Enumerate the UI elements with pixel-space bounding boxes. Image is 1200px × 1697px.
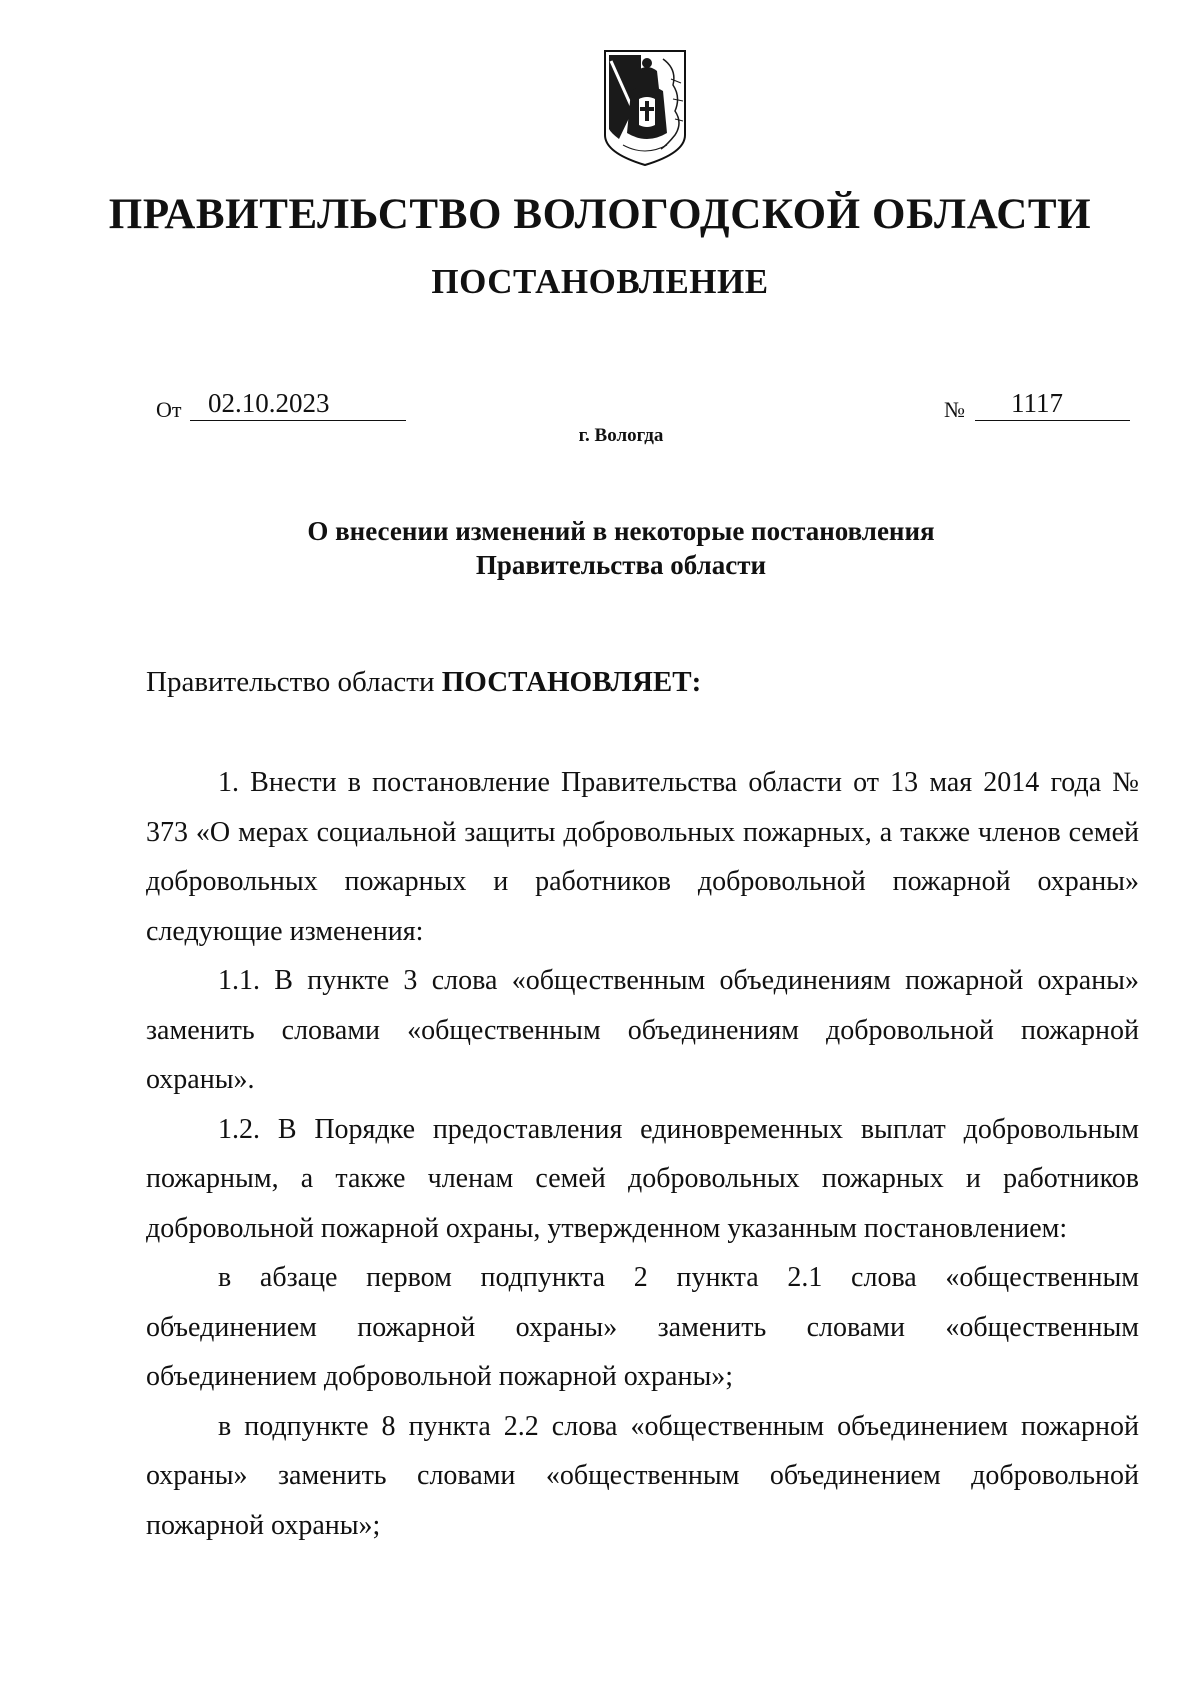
document-body bbox=[146, 758, 1139, 1550]
document-subject bbox=[0, 514, 1200, 582]
subject-line-1: О внесении изменений в некоторые постановления bbox=[307, 516, 935, 546]
number-prefix: № bbox=[944, 397, 965, 422]
date-underline bbox=[190, 420, 406, 421]
decree-verb: ПОСТАНОВЛЯЕТ: bbox=[441, 666, 702, 698]
subject-line-2: Правительства области bbox=[475, 550, 767, 580]
paragraph-amendment-2: в подпункте 8 пункта 2.2 слова «общественным объединением пожарной охраны» заменить словами «общественным объединением добровольной пожарной охраны»; bbox=[146, 1410, 1139, 1541]
vologda-coat-of-arms-icon bbox=[601, 49, 689, 167]
paragraph-1-2: 1.2. В Порядке предоставления единовременных выплат добровольным пожарным, а также членам семей добровольных пожарных и работников добровольной пожарной охраны, утвержденном указанным постановлением: bbox=[146, 1113, 1139, 1244]
organization-title: ПРАВИТЕЛЬСТВО ВОЛОГОДСКОЙ ОБЛАСТИ bbox=[108, 191, 1092, 238]
paragraph-amendment-1: в абзаце первом подпункта 2 пункта 2.1 слова «общественным объединением пожарной охраны» заменить словами «общественным объединением добровольной пожарной охраны»; bbox=[146, 1262, 1139, 1392]
date-prefix: От bbox=[156, 397, 182, 422]
number-underline bbox=[975, 420, 1130, 421]
document-city: г. Вологда bbox=[578, 425, 664, 446]
document-date: 02.10.2023 bbox=[208, 388, 330, 418]
paragraph-1-1: 1.1. В пункте 3 слова «общественным объединениям пожарной охраны» заменить словами «общественным объединениям добровольной пожарной охраны». bbox=[146, 965, 1139, 1095]
document-number: 1117 bbox=[1011, 388, 1063, 418]
document-type-title: ПОСТАНОВЛЕНИЕ bbox=[431, 262, 769, 301]
decree-lead: Правительство области bbox=[146, 666, 442, 698]
decree-statement bbox=[146, 666, 701, 699]
paragraph-1: 1. Внести в постановление Правительства области от 13 мая 2014 года № 373 «О мерах социальной защиты добровольных пожарных, а также членов семей добровольных пожарных и работников добровольной пожарной охраны» следующие изменения: bbox=[146, 767, 1139, 947]
